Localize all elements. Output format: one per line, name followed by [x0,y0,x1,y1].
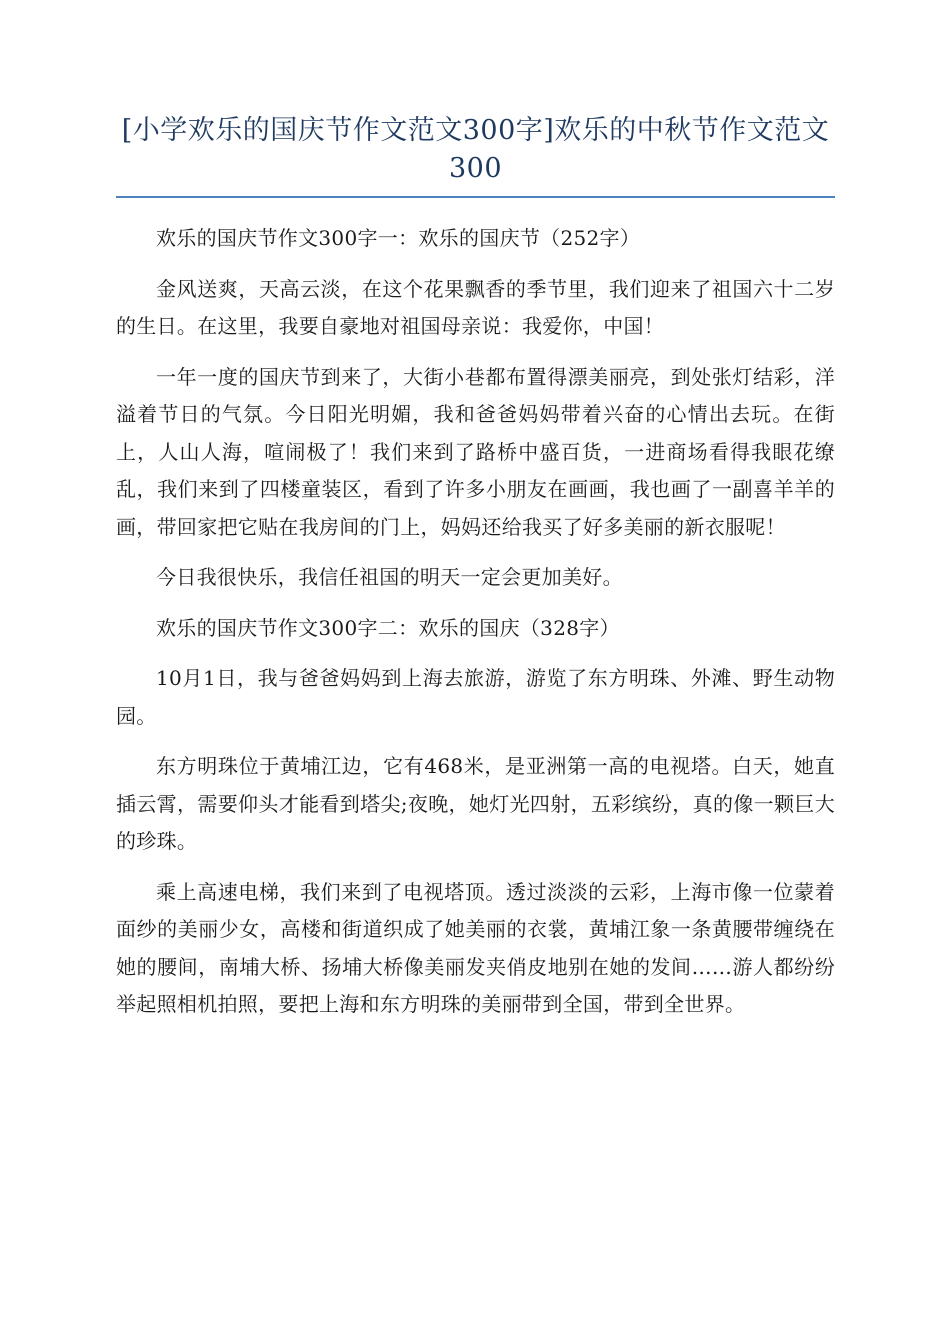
paragraph: 金风送爽，天高云淡，在这个花果飘香的季节里，我们迎来了祖国六十二岁的生日。在这里，我要自豪地对祖国母亲说：我爱你，中国！ [116,276,835,338]
paragraph: 乘上高速电梯，我们来到了电视塔顶。透过淡淡的云彩，上海市像一位蒙着面纱的美丽少女，高楼和街道织成了她美丽的衣裳，黄埔江象一条黄腰带缠绕在她的腰间，南埔大桥、扬埔大桥像美丽发夹俏皮地别在她的发间……游人都纷纷举起照相机拍照，要把上海和东方明珠的美丽带到全国，带到全世界。 [116,879,835,1016]
document-title: [小学欢乐的国庆节作文范文300字]欢乐的中秋节作文范文300 [121,115,830,184]
paragraph: 10月1日，我与爸爸妈妈到上海去旅游，游览了东方明珠、外滩、野生动物园。 [116,666,835,728]
section-heading-2: 欢乐的国庆节作文300字二：欢乐的国庆（328字） [156,615,620,640]
paragraph: 东方明珠位于黄埔江边，它有468米，是亚洲第一高的电视塔。白天，她直插云霄，需要仰头才能看到塔尖;夜晚，她灯光四射，五彩缤纷，真的像一颗巨大的珍珠。 [116,754,835,853]
paragraph: 今日我很快乐，我信任祖国的明天一定会更加美好。 [156,565,623,589]
document-body [116,220,835,1024]
section-heading-1: 欢乐的国庆节作文300字一：欢乐的国庆节（252字） [156,226,641,250]
title-underline [116,196,835,198]
document-page [116,112,835,1037]
paragraph: 一年一度的国庆节到来了，大街小巷都布置得漂美丽亮，到处张灯结彩，洋溢着节日的气氛。今日阳光明媚，我和爸爸妈妈带着兴奋的心情出去玩。在街上，人山人海，喧闹极了！我们来到了路桥中盛百货，一进商场看得我眼花缭乱，我们来到了四楼童装区，看到了许多小朋友在画画，我也画了一副喜羊羊的画，带回家把它贴在我房间的门上，妈妈还给我买了好多美丽的新衣服呢！ [116,364,835,539]
